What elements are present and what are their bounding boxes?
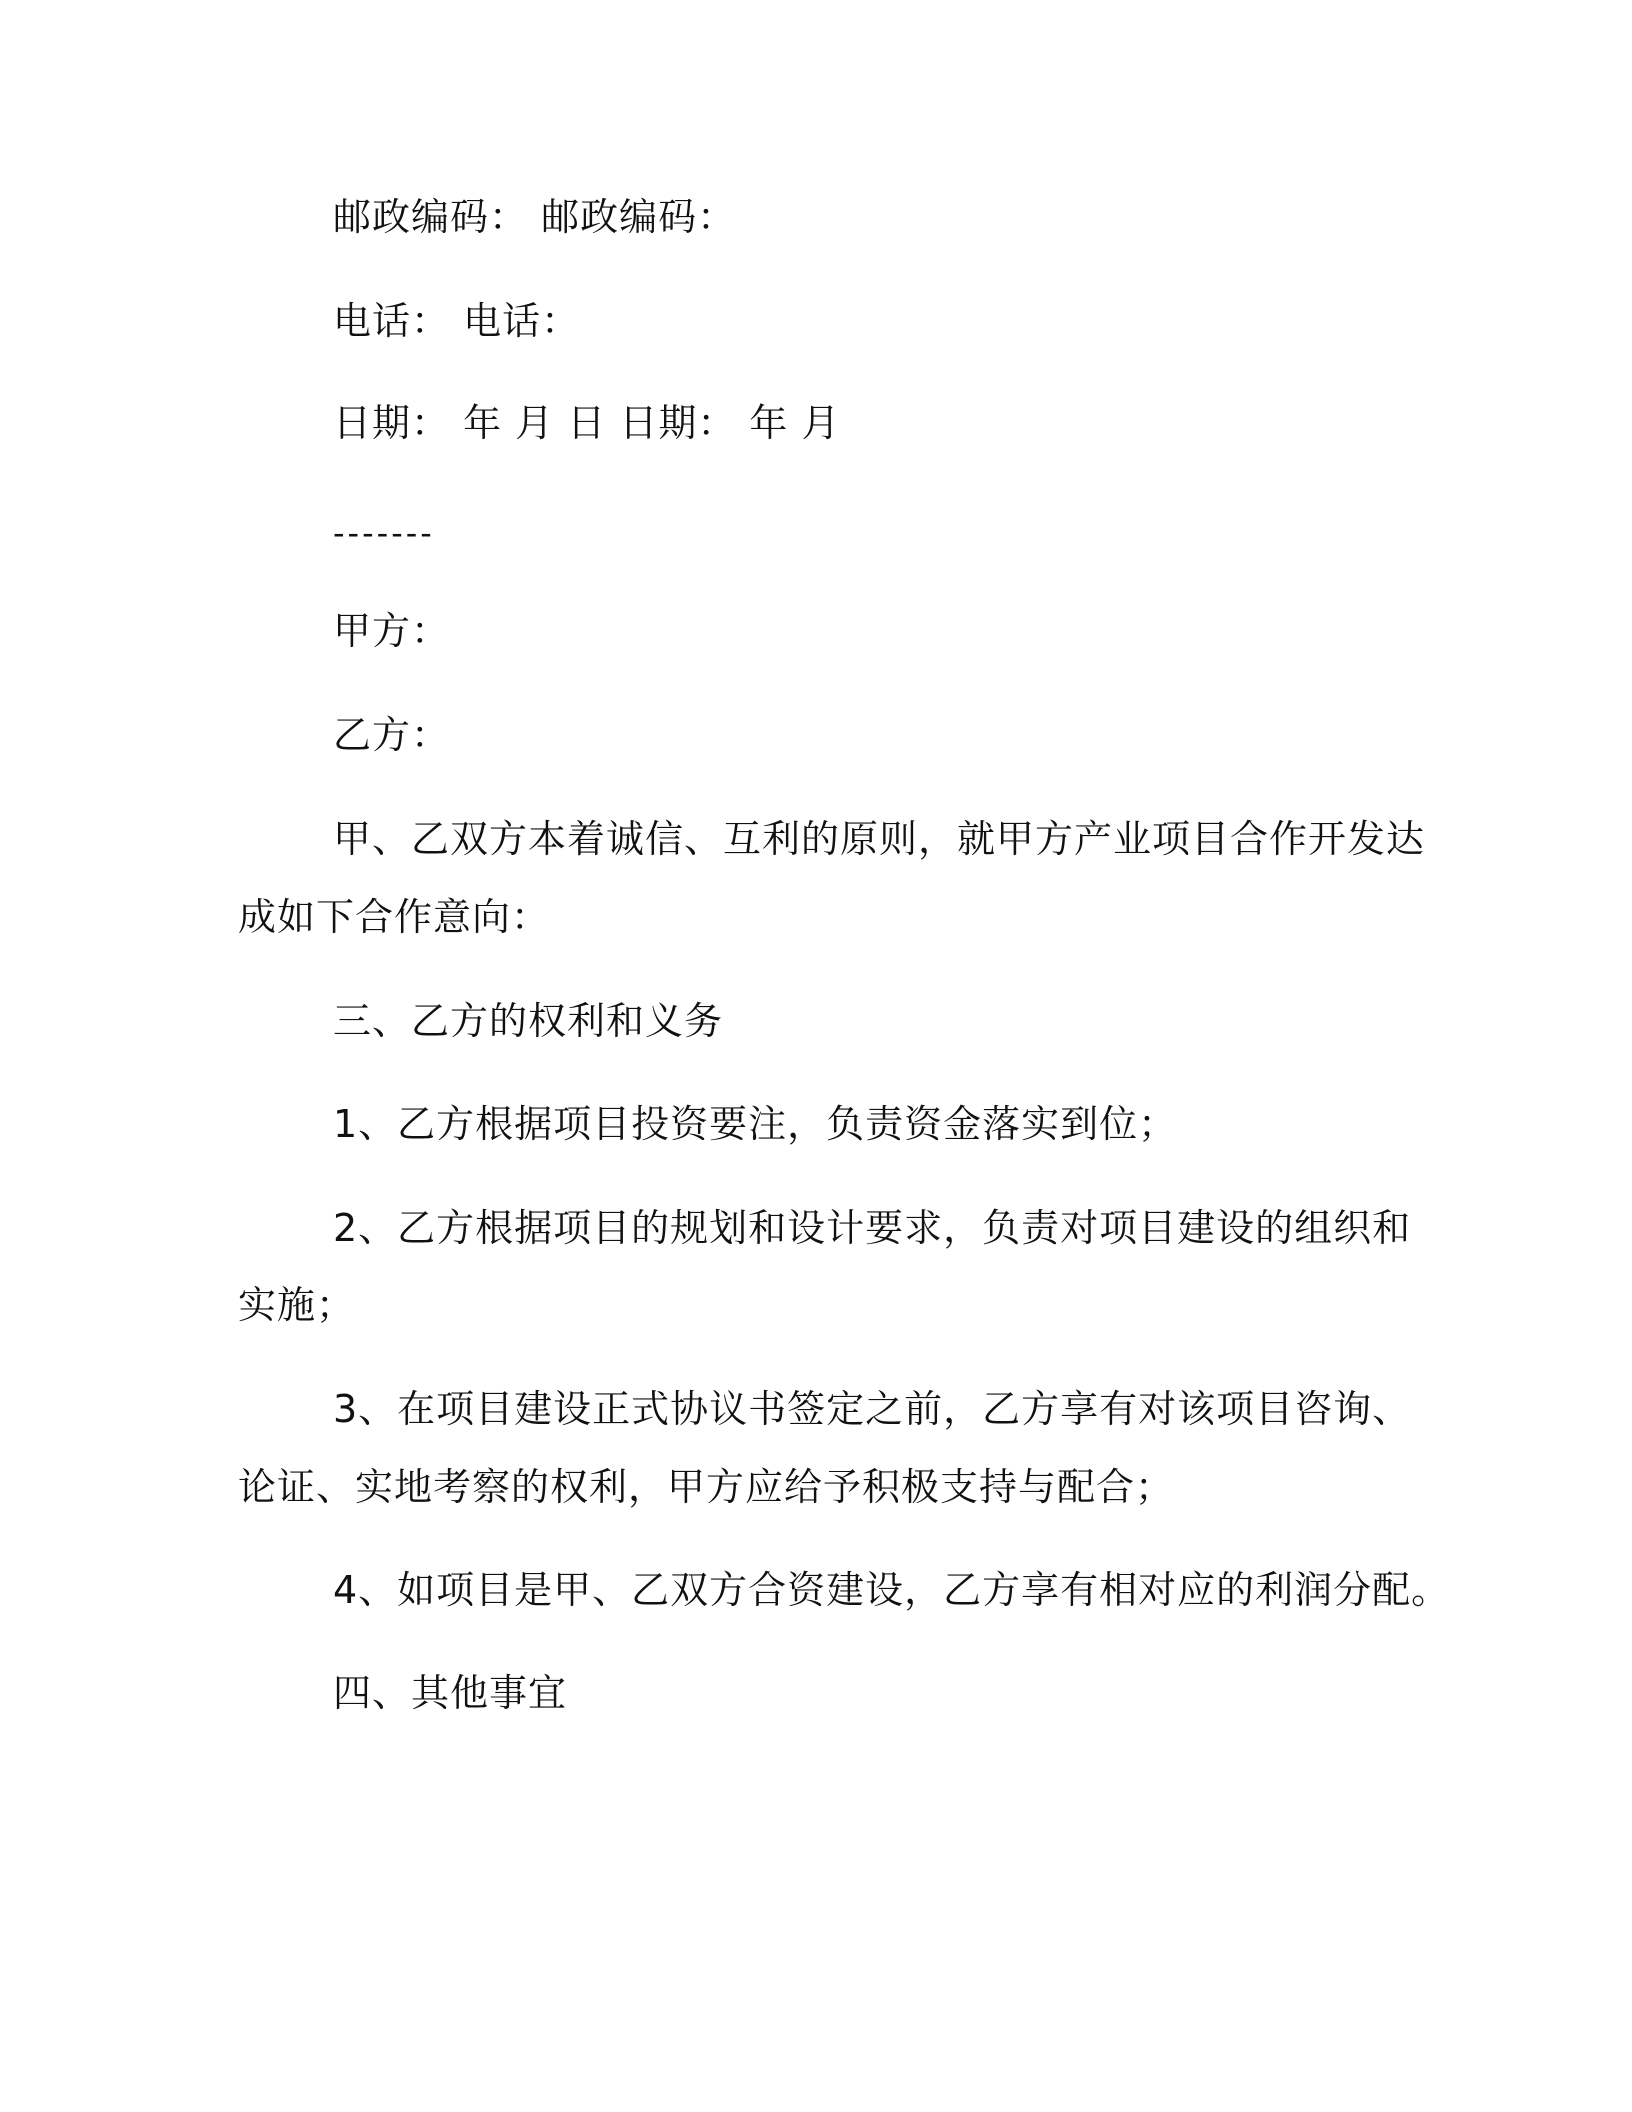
clause-2-line-1: 2、乙方根据项目的规划和设计要求，负责对项目建设的组织和 bbox=[333, 1206, 1412, 1250]
section-four-heading: 四、其他事宜 bbox=[333, 1671, 568, 1715]
separator-line: ------- bbox=[333, 514, 435, 552]
postal-code-line: 邮政编码： 邮政编码： bbox=[333, 195, 737, 239]
phone-line: 电话： 电话： bbox=[333, 299, 581, 343]
section-three-heading: 三、乙方的权利和义务 bbox=[333, 999, 724, 1043]
clause-1: 1、乙方根据项目投资要注，负责资金落实到位； bbox=[333, 1102, 1178, 1146]
clause-3-line-2: 论证、实地考察的权利，甲方应给予积极支持与配合； bbox=[238, 1465, 1175, 1509]
intro-paragraph-line-1: 甲、乙双方本着诚信、互利的原则，就甲方产业项目合作开发达 bbox=[333, 817, 1426, 861]
date-line: 日期： 年 月 日 日期： 年 月 bbox=[333, 401, 841, 445]
party-a-line: 甲方： bbox=[333, 609, 451, 653]
intro-paragraph-line-2: 成如下合作意向： bbox=[238, 895, 551, 939]
party-b-line: 乙方： bbox=[333, 713, 451, 757]
clause-3-line-1: 3、在项目建设正式协议书签定之前，乙方享有对该项目咨询、 bbox=[333, 1387, 1412, 1431]
clause-2-line-2: 实施； bbox=[238, 1283, 356, 1327]
clause-4: 4、如项目是甲、乙双方合资建设，乙方享有相对应的利润分配。 bbox=[333, 1568, 1451, 1612]
